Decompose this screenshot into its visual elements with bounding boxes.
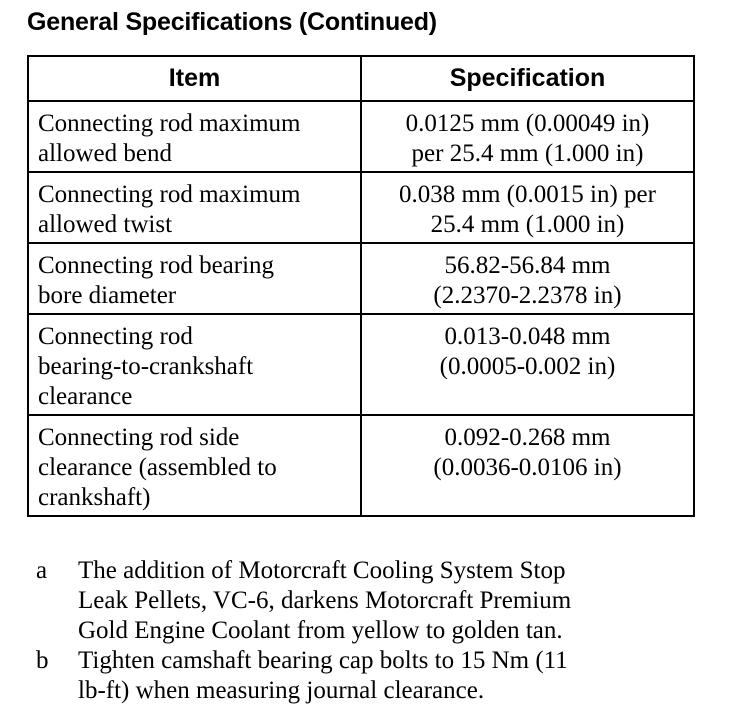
table-row <box>28 243 694 314</box>
item-cell <box>28 314 361 415</box>
cell-line: bore diameter <box>38 282 177 309</box>
cell-line: Connecting rod maximum <box>38 181 301 208</box>
footnote-b <box>36 646 676 706</box>
footnote-line: The addition of Motorcraft Cooling System Stop <box>78 557 566 584</box>
spec-cell <box>361 172 694 243</box>
footnotes <box>36 556 676 706</box>
spec-cell <box>361 243 694 314</box>
cell-line: 56.82-56.84 mm <box>444 252 611 279</box>
cell-line: 0.092-0.268 mm <box>444 424 611 451</box>
cell-line: (2.2370-2.2378 in) <box>433 282 622 309</box>
spec-cell <box>361 415 694 516</box>
footnote-line: Gold Engine Coolant from yellow to golden tan. <box>78 617 563 644</box>
footnote-a <box>36 556 676 646</box>
page-title: General Specifications (Continued) <box>27 8 437 36</box>
cell-line: 0.013-0.048 mm <box>444 323 611 350</box>
cell-line: (0.0005-0.002 in) <box>439 353 616 380</box>
cell-line: (0.0036-0.0106 in) <box>433 454 622 481</box>
spec-cell <box>361 101 694 172</box>
cell-line: Connecting rod maximum <box>38 110 301 137</box>
cell-line: 0.038 mm (0.0015 in) per <box>399 181 656 208</box>
table-row <box>28 415 694 516</box>
item-cell <box>28 172 361 243</box>
footnote-line: Tighten camshaft bearing cap bolts to 15 Nm (11 <box>78 647 568 674</box>
cell-line: Connecting rod bearing <box>38 252 275 279</box>
footnote-line: lb-ft) when measuring journal clearance. <box>78 677 485 704</box>
item-cell <box>28 101 361 172</box>
footnote-text <box>78 646 676 706</box>
cell-line: bearing-to-crankshaft <box>38 353 254 380</box>
item-cell <box>28 243 361 314</box>
cell-line: 0.0125 mm (0.00049 in) <box>405 110 650 137</box>
footnote-text <box>78 556 676 646</box>
cell-line: 25.4 mm (1.000 in) <box>430 211 625 238</box>
cell-line: allowed twist <box>38 211 173 238</box>
cell-line: clearance (assembled to <box>38 454 277 481</box>
spec-cell <box>361 314 694 415</box>
footnote-label: a <box>36 557 48 584</box>
cell-line: allowed bend <box>38 140 172 167</box>
spec-table <box>27 55 695 517</box>
footnote-label: b <box>36 647 49 674</box>
cell-line: clearance <box>38 383 133 410</box>
column-header-item: Item <box>28 56 361 101</box>
table-row <box>28 314 694 415</box>
table-header-row <box>28 56 694 101</box>
table-row <box>28 172 694 243</box>
cell-line: Connecting rod side <box>38 424 240 451</box>
cell-line: per 25.4 mm (1.000 in) <box>411 140 644 167</box>
column-header-specification: Specification <box>361 56 694 101</box>
table-row <box>28 101 694 172</box>
cell-line: crankshaft) <box>38 484 151 511</box>
footnote-line: Leak Pellets, VC-6, darkens Motorcraft Premium <box>78 587 572 614</box>
cell-line: Connecting rod <box>38 323 193 350</box>
item-cell <box>28 415 361 516</box>
